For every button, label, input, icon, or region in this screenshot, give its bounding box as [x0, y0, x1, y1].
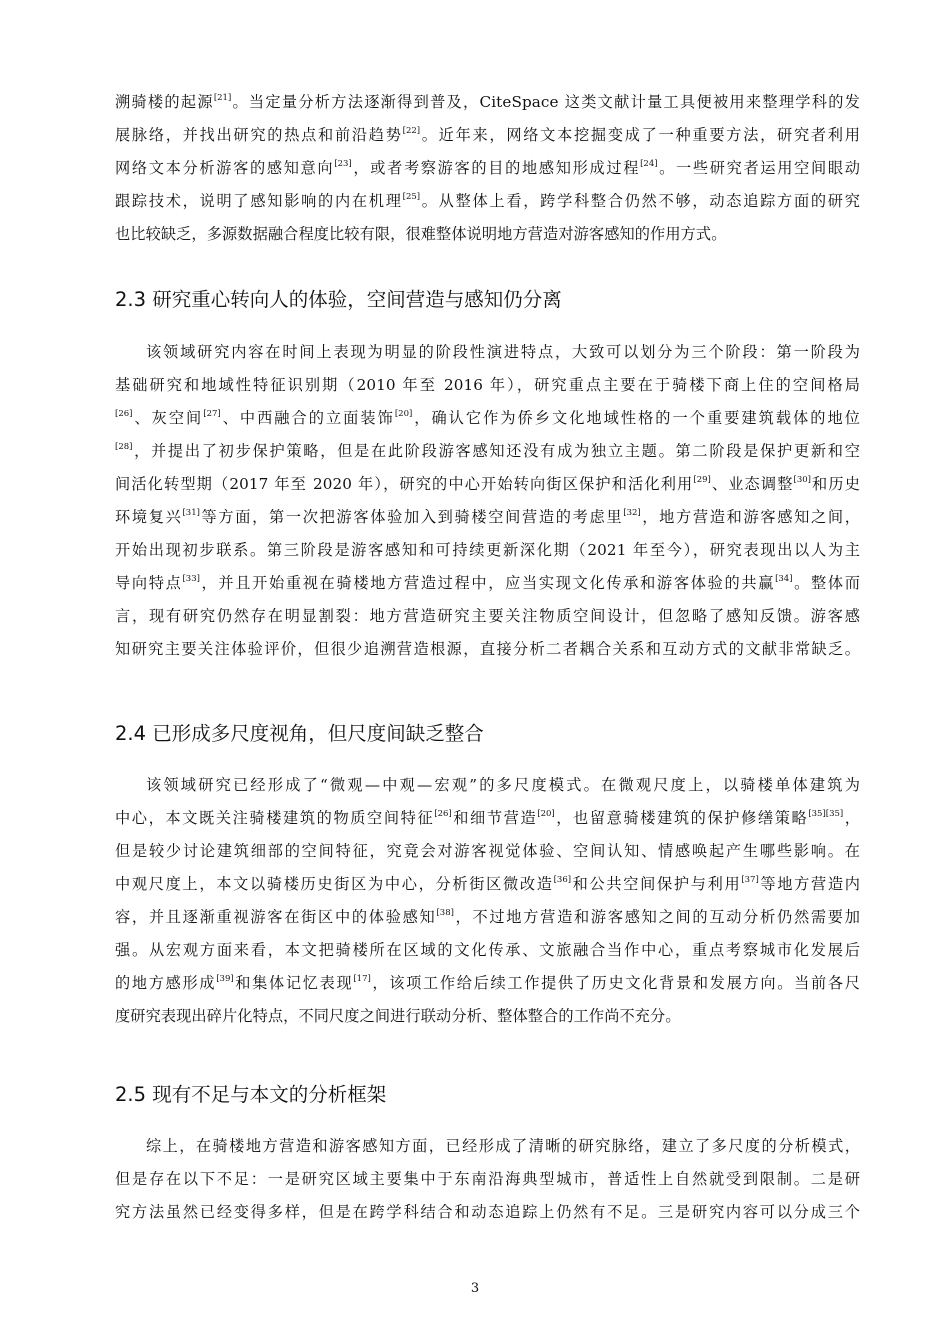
text-line	[115, 402, 860, 435]
text-line	[115, 185, 860, 218]
text-run: ，也留意骑楼建筑的保护修缮策略	[554, 809, 809, 827]
citation-ref: [26]	[434, 809, 452, 819]
text-line	[115, 967, 860, 1000]
text-line	[115, 567, 860, 600]
text-run: ，	[843, 809, 861, 827]
text-run: 跟踪技术，说明了感知影响的内在机理	[115, 192, 403, 210]
text-line	[115, 534, 860, 567]
text-run: 中观尺度上，本文以骑楼历史街区为中心，分析街区微改造	[115, 875, 554, 893]
text-line	[115, 901, 860, 934]
text-run: ，并且开始重视在骑楼地方营造过程中，应当实现文化传承和游客体验的共赢	[199, 574, 776, 592]
text-run: 但是存在以下不足：一是研究区域主要集中于东南沿海典型城市，普适性上自然就受到限制。二是研	[115, 1170, 860, 1188]
text-run: ，或者考察游客的目的地感知形成过程	[351, 159, 641, 177]
text-line	[115, 468, 860, 501]
text-run: 的地方感形成	[115, 974, 217, 992]
text-run: 、业态调整	[710, 475, 794, 493]
citation-ref: [17]	[353, 974, 371, 984]
section-heading-2-3: 2.3 研究重心转向人的体验，空间营造与感知仍分离	[115, 288, 562, 311]
citation-ref: [24]	[640, 159, 658, 169]
citation-ref: [20]	[537, 809, 555, 819]
text-run: 也比较缺乏，多源数据融合程度比较有限，很难整体说明地方营造对游客感知的作用方式。	[115, 225, 727, 243]
text-run: 。一些研究者运用空间眼动	[657, 159, 860, 177]
paragraph-2-5	[115, 1130, 860, 1229]
text-line	[115, 868, 860, 901]
text-run: 。当定量分析方法逐渐得到普及，CiteSpace 这类文献计量工具便被用来整理学科的发	[231, 93, 860, 111]
section-heading-2-5: 2.5 现有不足与本文的分析框架	[115, 1083, 387, 1106]
citation-ref: [35][35]	[808, 809, 844, 819]
text-run: ，该项工作给后续工作提供了历史文化背景和发展方向。当前各尺	[370, 974, 860, 992]
paragraph-2-3	[115, 336, 860, 666]
text-run: 究方法虽然已经变得多样，但是在跨学科结合和动态追踪上仍然有不足。三是研究内容可以分成三个	[115, 1203, 860, 1221]
text-run: 容，并且逐渐重视游客在街区中的体验感知	[115, 908, 437, 926]
citation-ref: [21]	[213, 93, 232, 103]
text-run: 、中西融合的立面装饰	[220, 409, 395, 427]
citation-ref: [37]	[741, 875, 759, 885]
text-line	[115, 1196, 860, 1229]
text-line	[115, 934, 860, 967]
paragraph-2-4	[115, 769, 860, 1033]
citation-ref: [34]	[775, 574, 793, 584]
text-run: 中心，本文既关注骑楼建筑的物质空间特征	[115, 809, 435, 827]
text-run: ，并提出了初步保护策略，但是在此阶段游客感知还没有成为独立主题。第二阶段是保护更新和空	[132, 442, 860, 460]
text-line	[115, 600, 860, 633]
text-run: 、灰空间	[132, 409, 204, 427]
citation-ref: [20]	[394, 409, 413, 419]
text-line	[115, 369, 860, 402]
text-run: 网络文本分析游客的感知意向	[115, 159, 335, 177]
text-run: 基础研究和地域性特征识别期（2010 年至 2016 年），研究重点主要在于骑楼下商上住的空间格局	[115, 376, 860, 394]
text-run: 环境复兴	[115, 508, 183, 526]
citation-ref: [25]	[402, 192, 421, 202]
text-line	[115, 218, 860, 251]
text-run: 但是较少讨论建筑细部的空间特征，究竟会对游客视觉体验、空间认知、情感唤起产生哪些影响。在	[115, 842, 860, 860]
page-number: 3	[470, 1281, 480, 1296]
text-run: 导向特点	[115, 574, 183, 592]
text-line	[115, 435, 860, 468]
text-run: 和集体记忆表现	[233, 974, 354, 992]
text-run: 和历史	[810, 475, 860, 493]
text-run: 展脉络，并找出研究的热点和前沿趋势	[115, 126, 403, 144]
text-run: ，确认它作为侨乡文化地域性格的一个重要建筑载体的地位	[412, 409, 860, 427]
citation-ref: [23]	[334, 159, 352, 169]
text-run: 综上，在骑楼地方营造和游客感知方面，已经形成了清晰的研究脉络，建立了多尺度的分析模式，	[146, 1137, 860, 1155]
text-run: 该领域研究内容在时间上表现为明显的阶段性演进特点，大致可以划分为三个阶段：第一阶段为	[146, 343, 860, 361]
text-line	[115, 1130, 860, 1163]
text-run: 知研究主要关注体验评价，但很少追溯营造根源，直接分析二者耦合关系和互动方式的文献非常缺乏。	[115, 640, 860, 658]
text-run: ，地方营造和游客感知之间，	[640, 508, 860, 526]
citation-ref: [33]	[182, 574, 200, 584]
text-run: 和公共空间保护与利用	[571, 875, 742, 893]
text-line	[115, 835, 860, 868]
text-run: 度研究表现出碎片化特点，不同尺度之间进行联动分析、整体整合的工作尚不充分。	[115, 1007, 681, 1025]
text-run: 。从整体上看，跨学科整合仍然不够，动态追踪方面的研究	[420, 192, 860, 210]
citation-ref: [39]	[216, 974, 234, 984]
text-line	[115, 1000, 860, 1033]
citation-ref: [29]	[693, 475, 711, 485]
text-run: 和细节营造	[451, 809, 538, 827]
paragraph-2-2-continuation	[115, 86, 860, 251]
text-line	[115, 119, 860, 152]
citation-ref: [26]	[115, 409, 133, 419]
citation-ref: [28]	[115, 442, 133, 452]
text-line	[115, 336, 860, 369]
text-line	[115, 1163, 860, 1196]
text-line	[115, 769, 860, 802]
citation-ref: [30]	[793, 475, 811, 485]
section-heading-2-4: 2.4 已形成多尺度视角，但尺度间缺乏整合	[115, 722, 484, 745]
citation-ref: [38]	[436, 908, 454, 918]
text-line	[115, 501, 860, 534]
text-line	[115, 152, 860, 185]
citation-ref: [36]	[553, 875, 572, 885]
text-line	[115, 802, 860, 835]
citation-ref: [22]	[402, 126, 421, 136]
citation-ref: [31]	[182, 508, 200, 518]
text-line	[115, 86, 860, 119]
text-run: 强。从宏观方面来看，本文把骑楼所在区域的文化传承、文旅融合当作中心，重点考察城市化发展后	[115, 941, 860, 959]
text-run: 言，现有研究仍然存在明显割裂：地方营造研究主要关注物质空间设计，但忽略了感知反馈。游客感	[115, 607, 860, 625]
text-run: 间活化转型期（2017 年至 2020 年），研究的中心开始转向街区保护和活化利用	[115, 475, 694, 493]
text-run: 该领域研究已经形成了“微观—中观—宏观”的多尺度模式。在微观尺度上，以骑楼单体建筑为	[146, 776, 860, 794]
text-run: 开始出现初步联系。第三阶段是游客感知和可持续更新深化期（2021 年至今），研究表现出以人为主	[115, 541, 860, 559]
text-run: 等方面，第一次把游客体验加入到骑楼空间营造的考虑里	[199, 508, 624, 526]
text-line	[115, 633, 860, 666]
citation-ref: [32]	[623, 508, 641, 518]
text-run: ，不过地方营造和游客感知之间的互动分析仍然需要加	[453, 908, 860, 926]
text-run: 等地方营造内	[758, 875, 860, 893]
text-run: 。整体而	[792, 574, 860, 592]
text-run: 。近年来，网络文本挖掘变成了一种重要方法，研究者利用	[420, 126, 860, 144]
text-run: 溯骑楼的起源	[115, 93, 214, 111]
citation-ref: [27]	[203, 409, 221, 419]
